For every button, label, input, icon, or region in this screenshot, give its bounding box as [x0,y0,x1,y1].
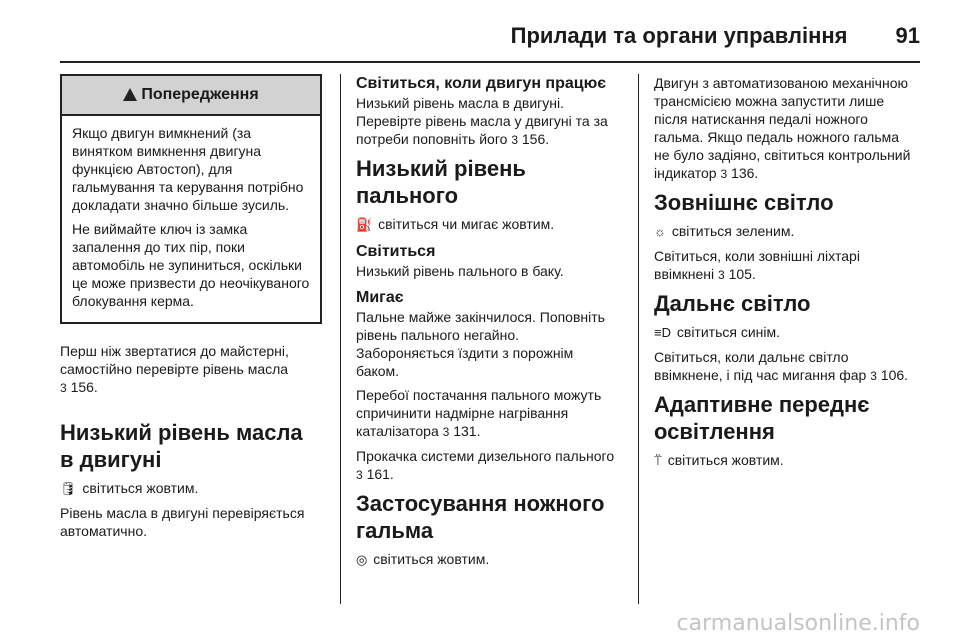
page-header [60,12,920,60]
paragraph: Перш ніж звертатися до майстерні, самостійно перевірте рівень масла 3 156. [60,343,289,395]
indicator-line: ≡D світиться синім. [654,324,781,340]
paragraph: Низький рівень пального в баку. [356,263,564,279]
warning-header [62,76,320,116]
subsection-heading: Світиться, коли двигун працює [356,75,607,92]
page-number: 91 [895,23,920,48]
fuel-pump-icon: ⛽ [356,217,373,232]
section-heading: Зовнішнє світло [654,190,834,215]
oil-can-icon: 🛢 [60,481,77,496]
page-ref-icon: 3 [718,268,725,282]
header-rule [60,61,920,63]
section-heading: Низький рівень масла в двигуні [60,420,303,472]
high-beam-icon: ≡D [654,325,671,340]
paragraph: Низький рівень масла в двигуні. Перевірте рівень масла у двигуні та за потреби поповніть його 3 156. [356,95,608,147]
section-heading: Дальнє світло [654,291,811,316]
paragraph: Світиться, коли дальнє світло ввімкнене, і під час мигання фар 3 106. [654,349,909,383]
paragraph: Пальне майже закінчилося. Поповніть рівень пального негайно. Забороняється їздити з порожнім баком. [356,309,605,379]
section-heading: Низький рівень пального [356,156,526,208]
section-heading: Застосування ножного гальма [356,491,605,543]
adaptive-light-icon: ⍡ [654,453,662,468]
indicator-line: ☼ світиться зеленим. [654,223,795,239]
subsection-heading: Мигає [356,289,404,306]
page-ref-icon: 3 [720,167,728,181]
warning-box [60,74,322,324]
page-ref-icon: 3 [60,381,67,395]
foot-brake-icon: ◎ [356,552,368,567]
paragraph: Світиться, коли зовнішні ліхтарі ввімкнені 3 105. [654,248,860,282]
indicator-line: ⛽ світиться чи мигає жовтим. [356,216,555,232]
warning-title: Попередження [141,86,259,103]
indicator-line: ◎ світиться жовтим. [356,551,490,567]
subsection-heading: Світиться [356,243,436,260]
warning-triangle-icon [123,88,137,101]
warning-text: Не виймайте ключ із замка запалення до тих пір, поки автомобіль не зупиниться, оскільки це може призвести до неочікуваного блокування керма. [72,221,310,309]
page-ref-icon: 3 [356,468,363,482]
column-1 [60,74,322,546]
column-divider [340,74,341,604]
page-ref-icon: 3 [870,369,877,383]
paragraph: Перебої постачання пального можуть спричинити надмірне нагрівання каталізатора 3 131. [356,387,602,439]
paragraph: Прокачка системи дизельного пального 3 161. [356,448,615,482]
exterior-light-icon: ☼ [654,224,666,239]
paragraph: Рівень масла в двигуні перевіряється автоматично. [60,505,305,539]
paragraph: Двигун з автоматизованою механічною трансмісією можна запустити лише після натискання педалі ножного гальма. Якщо педаль ножного гальма не було задіяно, світиться контрольний індикатор 3 136. [654,75,911,181]
indicator-line: ⍡ світиться жовтим. [654,452,784,468]
column-divider [638,74,639,604]
column-2 [356,74,618,575]
warning-body [62,116,320,322]
watermark: carmanualsonline.info [676,611,920,636]
page-ref-icon: 3 [511,133,518,147]
section-heading: Адаптивне переднє освітлення [654,392,870,444]
page-ref-icon: 3 [442,425,450,439]
page-title: Прилади та органи управління [510,23,848,48]
indicator-line: 🛢 світиться жовтим. [60,480,199,496]
column-3 [654,74,916,476]
warning-text: Якщо двигун вимкнений (за винятком вимкнення двигуна функцією Автостоп), для гальмування та керування потрібно докладати значно більше зусиль. [72,125,304,213]
